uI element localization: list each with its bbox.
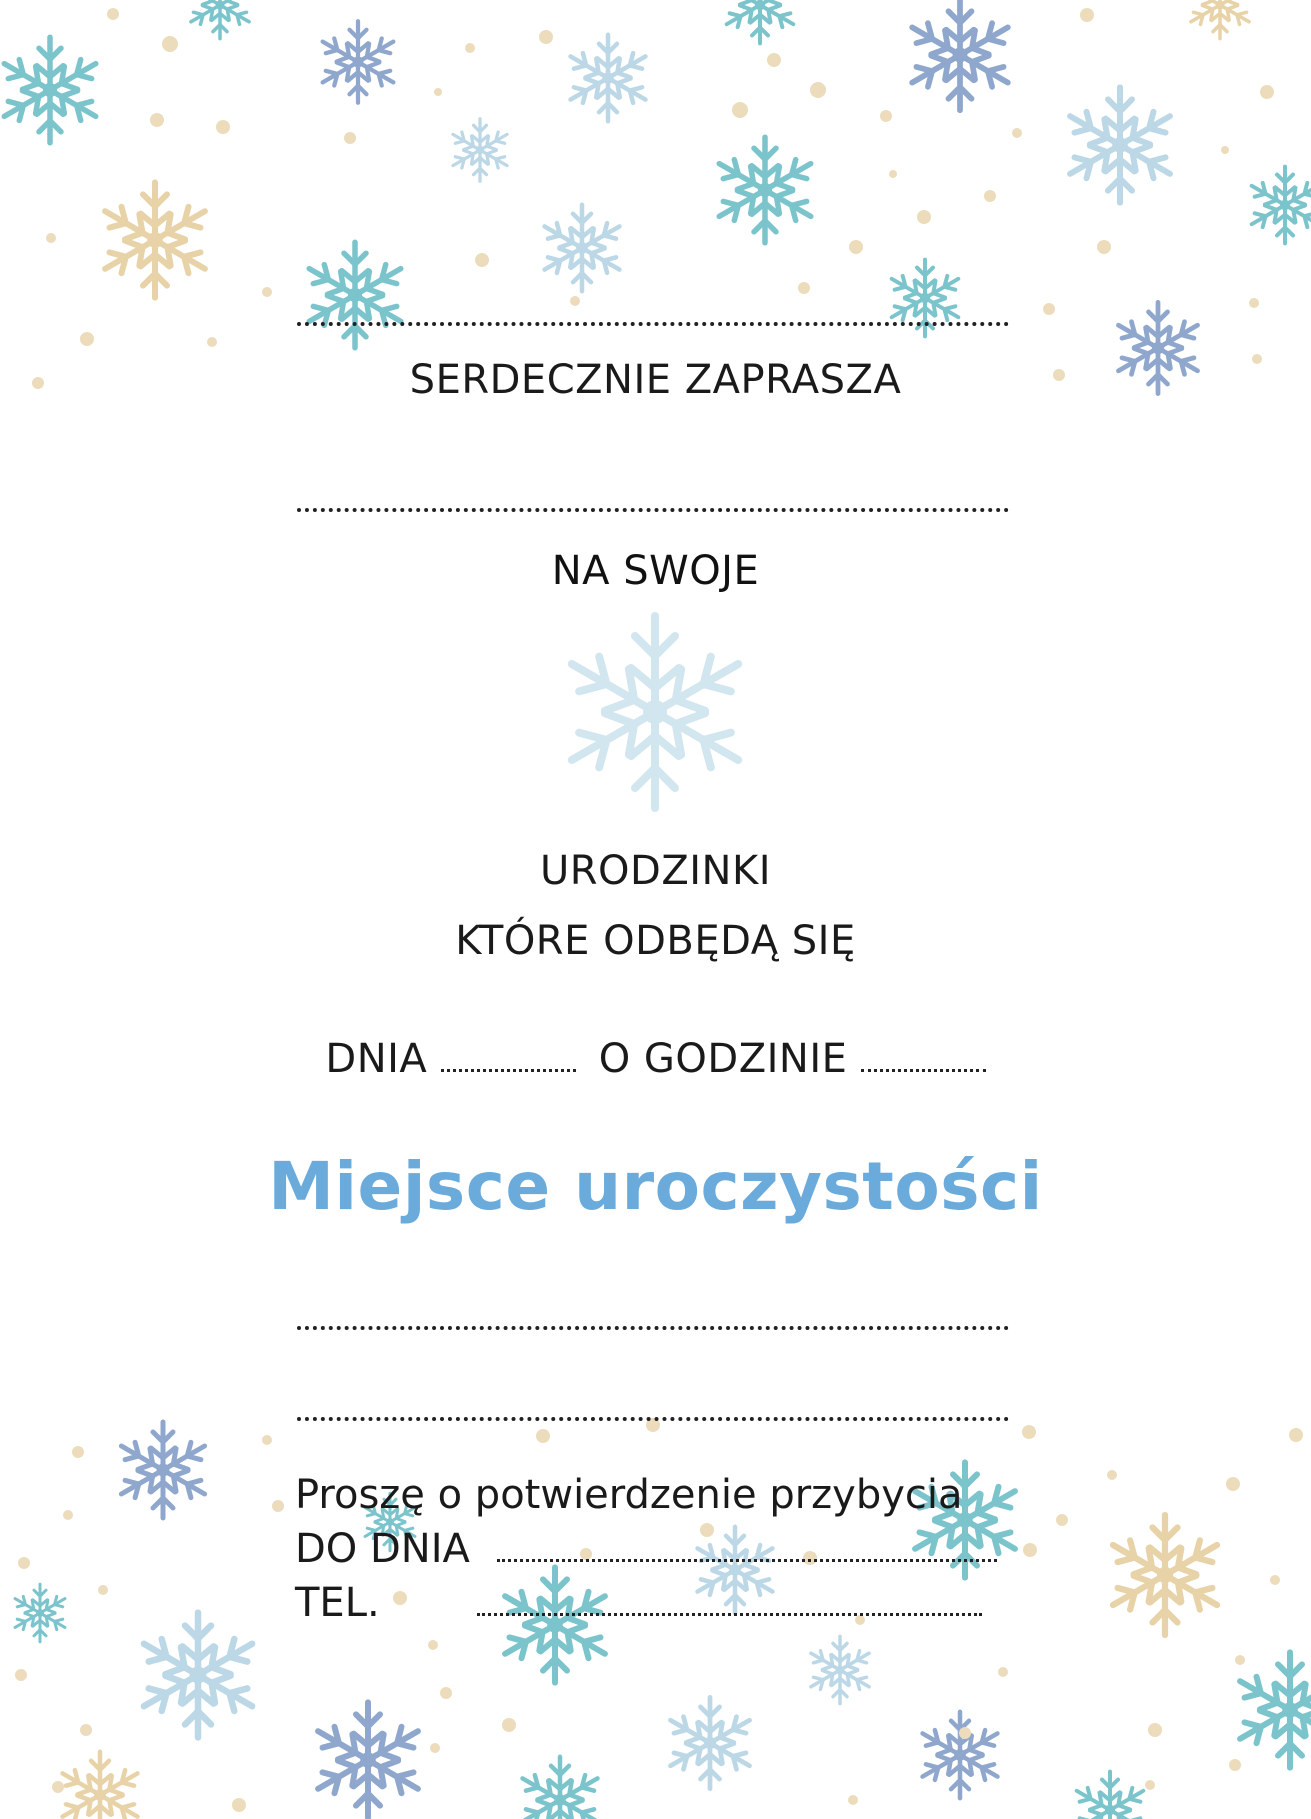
rsvp-date-row (295, 1526, 1009, 1572)
date-time-row (0, 1036, 1311, 1082)
host-name-line (297, 322, 1009, 326)
rsvp-phone-field (477, 1607, 982, 1616)
occasion-subtitle: KTÓRE ODBĘDĄ SIĘ (455, 918, 856, 964)
rsvp-phone-row (295, 1580, 1009, 1626)
occasion-prefix: NA SWOJE (551, 548, 760, 594)
occasion-label: URODZINKI (539, 848, 771, 894)
name-line (297, 508, 1009, 512)
rsvp-text: Proszę o potwierdzenie przybycia (295, 1472, 963, 1518)
rsvp-date-label: DO DNIA (295, 1526, 470, 1572)
rsvp-phone-label: TEL. (295, 1580, 380, 1626)
place-line-1 (297, 1326, 1009, 1330)
invites-label: SERDECZNIE ZAPRASZA (409, 357, 902, 403)
date-field (441, 1063, 576, 1072)
place-line-2 (297, 1417, 1009, 1421)
place-title: Miejsce uroczystości (268, 1148, 1043, 1225)
time-label: O GODZINIE (598, 1036, 848, 1082)
time-field (861, 1063, 986, 1072)
date-label: DNIA (325, 1036, 428, 1082)
rsvp-date-field (497, 1553, 997, 1562)
